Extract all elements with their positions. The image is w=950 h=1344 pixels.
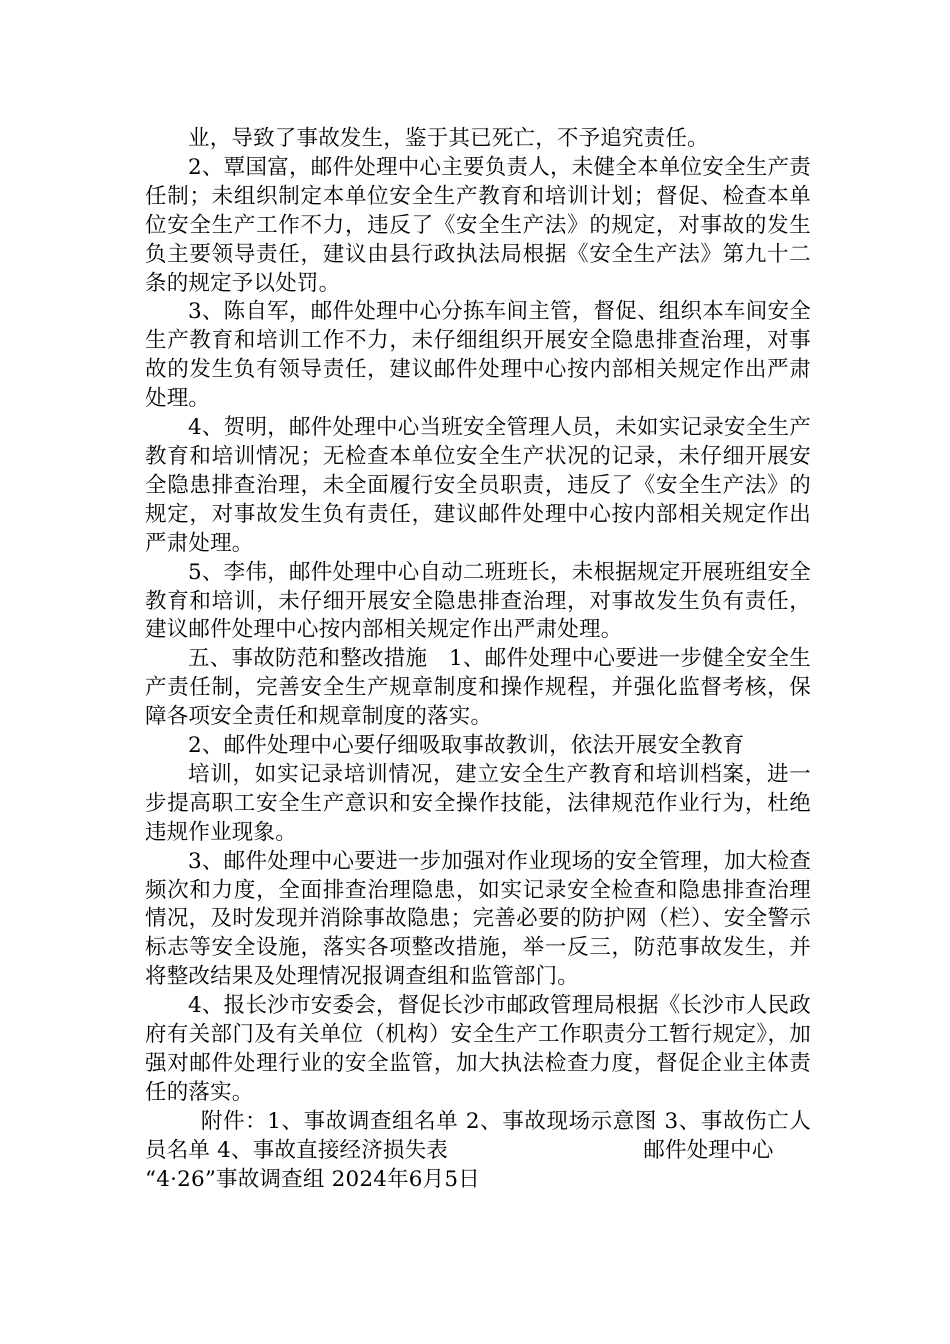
paragraph-item-4: 4、贺明，邮件处理中心当班安全管理人员，未如实记录安全生产教育和培训情况；无检查本单位安全生产状况的记录，未仔细开展安全隐患排查治理，未全面履行安全员职责，违反了《安全生产法》的规定，对事故发生负有责任，建议邮件处理中心按内部相关规定作出严肃处理。 [145,415,811,556]
document-body [145,125,811,1195]
paragraph-item-2: 2、覃国富，邮件处理中心主要负责人，未健全本单位安全生产责任制；未组织制定本单位安全生产教育和培训计划；督促、检查本单位安全生产工作不力，违反了《安全生产法》的规定，对事故的发生负主要领导责任，建议由县行政执法局根据《安全生产法》第九十二条的规定予以处罚。 [145,154,811,296]
paragraph-measure-2-body: 培训，如实记录培训情况，建立安全生产教育和培训档案，进一步提高职工安全生产意识和安全操作技能，法律规范作业行为，杜绝违规作业现象。 [145,761,811,845]
paragraph-liability-deceased: 业，导致了事故发生，鉴于其已死亡，不予追究责任。 [188,126,709,151]
paragraph-measure-3: 3、邮件处理中心要进一步加强对作业现场的安全管理，加大检查频次和力度，全面排查治理隐患，如实记录安全检查和隐患排查治理情况，及时发现并消除事故隐患；完善必要的防护网（栏）、安全警示标志等安全设施，落实各项整改措施，举一反三，防范事故发生，并将整改结果及处理情况报调查组和监管部门。 [145,848,811,990]
paragraph-item-5: 5、李伟，邮件处理中心自动二班班长，未根据规定开展班组安全教育和培训，未仔细开展安全隐患排查治理，对事故发生负有责任，建议邮件处理中心按内部相关规定作出严肃处理。 [145,559,811,643]
paragraph-attachments: 附件：1、事故调查组名单 2、事故现场示意图 3、事故伤亡人员名单 4、事故直接经济损失表 邮件处理中心 [145,1108,811,1163]
paragraph-item-3: 3、陈自军，邮件处理中心分拣车间主管，督促、组织本车间安全生产教育和培训工作不力，未仔细组织开展安全隐患排查治理，对事故的发生负有领导责任，建议邮件处理中心按内部相关规定作出严肃处理。 [145,299,811,412]
paragraph-measure-2-heading: 2、邮件处理中心要仔细吸取事故教训，依法开展安全教育 [188,733,745,759]
paragraph-section-5-measures: 五、事故防范和整改措施 1、邮件处理中心要进一步健全安全生产责任制，完善安全生产规章制度和操作规程，并强化监督考核，保障各项安全责任和规章制度的落实。 [145,646,811,730]
signoff-line: “4·26”事故调查组 2024年6月5日 [145,1166,480,1192]
paragraph-measure-4: 4、报长沙市安委会，督促长沙市邮政管理局根据《长沙市人民政府有关部门及有关单位（机构）安全生产工作职责分工暂行规定》，加强对邮件处理行业的安全监管，加大执法检查力度，督促企业主体责任的落实。 [145,993,811,1105]
